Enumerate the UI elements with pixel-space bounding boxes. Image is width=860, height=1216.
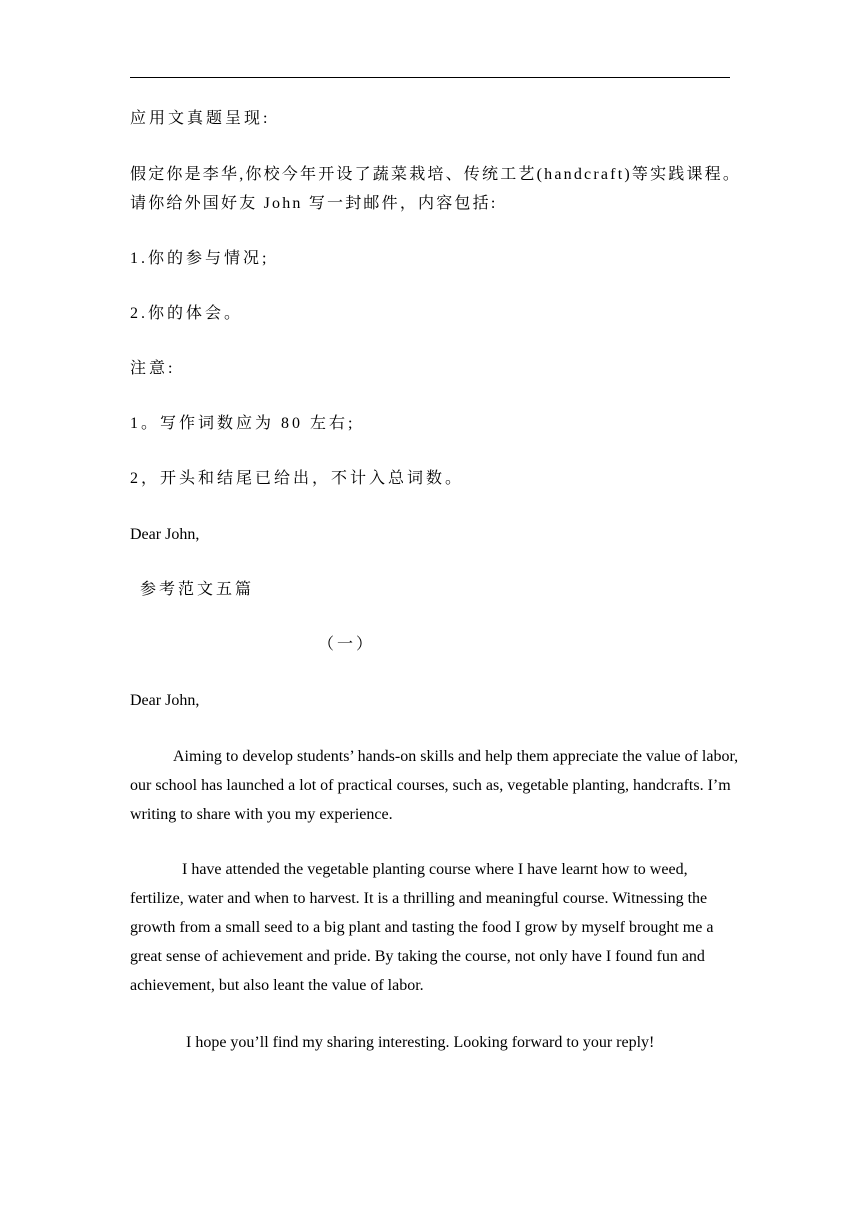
- sample-number: （一）: [318, 636, 376, 653]
- prompt-line-2: 请你给外国好友 John 写一封邮件，内容包括:: [130, 195, 498, 212]
- sample-paragraph-1: Aiming to develop students’ hands-on skills and help them appreciate the value of labor, our school has launched a lot of practical courses, such as, vegetable planting, handcrafts. I’m writing to share with you my experience.: [130, 748, 739, 823]
- content-point-2: 2.你的体会。: [130, 305, 244, 322]
- samples-title: 参考范文五篇: [140, 581, 255, 598]
- sample-paragraph-2: I have attended the vegetable planting course where I have learnt how to weed, fertilize, water and when to harvest. It is a thrilling and meaningful course. Witnessing the growth from a small seed to a big plant and tasting the food I grow by myself brought me a great sense of achievement and pride. By taking the course, not only have I found fun and achievement, but also leant the value of labor.: [130, 861, 714, 994]
- section-heading: 应用文真题呈现:: [130, 110, 271, 127]
- prompt-line-1: 假定你是李华,你校今年开设了蔬菜栽培、传统工艺(handcraft)等实践课程。: [130, 166, 742, 183]
- salutation: Dear John,: [130, 526, 200, 543]
- header-rule: [130, 77, 730, 78]
- note-2: 2，开头和结尾已给出，不计入总词数。: [130, 470, 465, 487]
- note-1: 1。写作词数应为 80 左右;: [130, 415, 356, 432]
- content-point-1: 1.你的参与情况;: [130, 250, 270, 267]
- notes-label: 注意:: [130, 360, 176, 377]
- sample-salutation: Dear John,: [130, 692, 200, 709]
- sample-paragraph-3: I hope you’ll find my sharing interesting. Looking forward to your reply!: [186, 1034, 655, 1051]
